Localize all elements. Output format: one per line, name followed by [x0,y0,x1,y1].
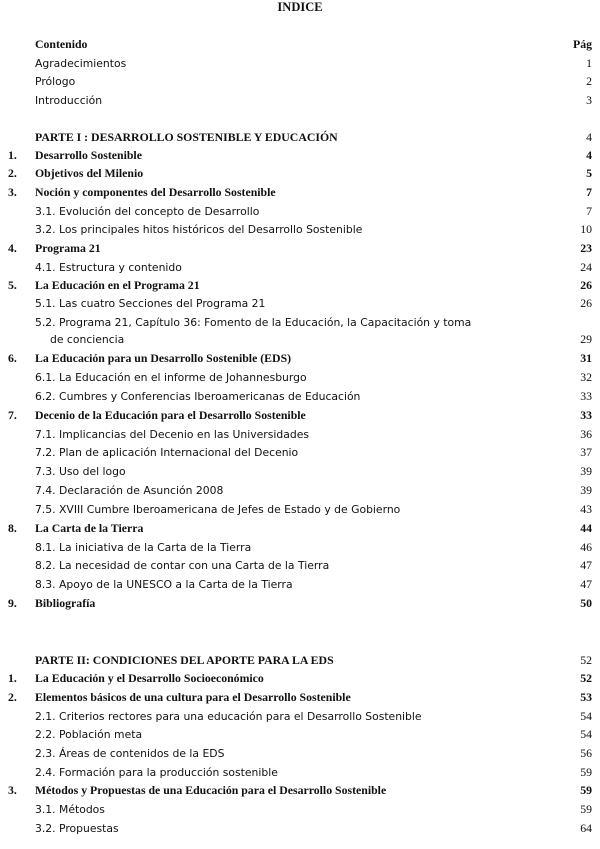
toc-entry-label: 5.2. Programa 21, Capítulo 36: Fomento de la Educación, la Capacitación y toma [35,316,472,329]
toc-entry-page: 32 [580,370,592,384]
toc-entry-page: 59 [580,802,592,816]
toc-entry-page: 46 [580,540,592,554]
toc-entry-label: PARTE I : DESARROLLO SOSTENIBLE Y EDUCACIÓN [35,130,338,144]
toc-entry-label: Decenio de la Educación para el Desarrollo Sostenible [35,408,306,422]
toc-entry [0,55,600,72]
toc-entry [0,689,600,706]
toc-entry-label: 2.3. Áreas de contenidos de la EDS [35,747,225,760]
toc-entry-label: 3.2. Propuestas [35,822,119,835]
toc-entry-page: 26 [580,296,592,310]
toc-entry [0,426,600,443]
toc-entry [0,463,600,480]
toc-entry-page: 54 [580,727,592,741]
toc-entry-label: La Educación y el Desarrollo Socioeconómico [35,671,264,685]
toc-entry-label: 2.2. Población meta [35,728,143,741]
toc-entry [0,708,600,725]
toc-entry-label: Introducción [35,94,103,107]
toc-entry-label: Bibliografía [35,596,96,610]
toc-entry-page: 10 [580,222,592,236]
toc-entry-page: 2 [586,74,592,88]
toc-entry-page: 33 [580,389,592,403]
toc-entry-page: 29 [580,332,592,346]
toc-entry-number: 4. [8,241,17,255]
toc-entry-page: 26 [580,278,592,292]
toc-entry [0,407,600,424]
toc-header [0,36,600,53]
toc-entry [0,314,600,331]
toc-entry-page: 37 [580,445,592,459]
toc-entry [0,820,600,837]
toc-entry-number: 9. [8,596,17,610]
toc-entry [0,670,600,687]
toc-entry-label: 2.1. Criterios rectores para una educación para el Desarrollo Sostenible [35,710,422,723]
toc-entry-label: 4.1. Estructura y contenido [35,261,182,274]
toc-entry [0,73,600,90]
toc-entry [0,539,600,556]
toc-entry-page: 59 [580,783,592,797]
toc-entry-label: 5.1. Las cuatro Secciones del Programa 21 [35,297,266,310]
toc-entry-number: 3. [8,783,17,797]
toc-entry-number: 8. [8,521,17,535]
toc-entry-page: 3 [586,93,592,107]
toc-entry-label: 7.2. Plan de aplicación Internacional del Decenio [35,446,299,459]
toc-entry-page: 52 [580,671,592,685]
toc-entry-page: 43 [580,502,592,516]
toc-entry [0,501,600,518]
toc-entry-label: 7.1. Implicancias del Decenio en las Universidades [35,428,309,441]
toc-entry-number: 1. [8,671,17,685]
toc-entry-page: 7 [586,185,592,199]
toc-entry [0,764,600,781]
toc-entry [0,331,600,348]
toc-entry-label: Desarrollo Sostenible [35,148,142,162]
toc-entry-page: 1 [586,56,592,70]
toc-entry-page: 56 [580,746,592,760]
toc-entry-label: 7.5. XVIII Cumbre Iberoamericana de Jefes de Estado y de Gobierno [35,503,401,516]
toc-entry-page: 7 [586,204,592,218]
toc-entry-label: 3.2. Los principales hitos históricos del Desarrollo Sostenible [35,223,363,236]
toc-entry-page: 47 [580,558,592,572]
toc-entry-page: 39 [580,483,592,497]
toc-entry-label: La Educación para un Desarrollo Sostenible (EDS) [35,351,292,365]
toc-entry [0,726,600,743]
toc-entry-number: 6. [8,351,17,365]
toc-entry-number: 2. [8,690,17,704]
toc-entry [0,745,600,762]
toc-entry-page: 52 [580,653,592,667]
toc-entry [0,350,600,367]
toc-entry [0,482,600,499]
toc-entry [0,221,600,238]
toc-entry-label: La Educación en el Programa 21 [35,278,200,292]
toc-entry-label: 8.1. La iniciativa de la Carta de la Tierra [35,541,252,554]
toc-entry [0,295,600,312]
toc-entry [0,165,600,182]
toc-entry-label: Agradecimientos [35,57,127,70]
toc-entry-page: 50 [580,596,592,610]
toc-entry-label: Objetivos del Milenio [35,166,144,180]
toc-entry-page: 31 [580,351,592,365]
toc-entry-label: Elementos básicos de una cultura para el Desarrollo Sostenible [35,690,351,704]
toc-entry [0,388,600,405]
toc-entry [0,652,600,669]
toc-entry-page: 23 [580,241,592,255]
toc-entry [0,259,600,276]
toc-entry [0,444,600,461]
toc-entry-page: 44 [580,521,592,535]
toc-entry-label: 2.4. Formación para la producción sostenible [35,766,278,779]
toc-entry-page: 59 [580,765,592,779]
toc-entry [0,520,600,537]
toc-entry-label: PARTE II: CONDICIONES DEL APORTE PARA LA EDS [35,653,334,667]
page-title: INDICE [277,0,323,14]
toc-entry-number: 5. [8,278,17,292]
toc-entry [0,277,600,294]
page-heading: Pág [572,37,592,51]
toc-entry [0,147,600,164]
toc-entry-label: 7.4. Declaración de Asunción 2008 [35,484,224,497]
toc-entry [0,92,600,109]
toc-entry-label: 3.1. Métodos [35,803,105,816]
toc-entry-label: 7.3. Uso del logo [35,465,126,478]
toc-entry [0,369,600,386]
toc-entry-label: La Carta de la Tierra [35,521,144,535]
toc-entry [0,782,600,799]
toc-entry-label: Prólogo [35,75,76,88]
toc-entry-label: 6.1. La Educación en el informe de Johannesburgo [35,371,307,384]
toc-entry-label: Programa 21 [35,241,101,255]
toc-entry-page: 5 [586,166,592,180]
contents-heading: Contenido [35,37,88,51]
toc-entry [0,129,600,146]
toc-entry-page: 39 [580,464,592,478]
toc-entry-page: 33 [580,408,592,422]
toc-entry-page: 53 [580,690,592,704]
toc-entry-label: 8.2. La necesidad de contar con una Carta de la Tierra [35,559,330,572]
toc-entry-page: 24 [580,260,592,274]
toc-entry [0,203,600,220]
toc-entry-label: 6.2. Cumbres y Conferencias Iberoamericanas de Educación [35,390,361,403]
toc-entry-page: 54 [580,709,592,723]
toc-entry [0,576,600,593]
toc-entry [0,557,600,574]
toc-entry [0,801,600,818]
toc-entry-number: 7. [8,408,17,422]
toc-entry [0,184,600,201]
toc-entry [0,595,600,612]
toc-entry-page: 4 [586,130,592,144]
toc-entry-label: 8.3. Apoyo de la UNESCO a la Carta de la Tierra [35,578,293,591]
toc-entry-page: 4 [586,148,592,162]
toc-entry-number: 1. [8,148,17,162]
toc-entry-page: 36 [580,427,592,441]
toc-entry-label: de conciencia [50,333,125,346]
toc-entry-page: 47 [580,577,592,591]
toc-entry-label: Noción y componentes del Desarrollo Sostenible [35,185,276,199]
toc-entry-label: Métodos y Propuestas de una Educación para el Desarrollo Sostenible [35,783,387,797]
toc-entry-page: 64 [580,821,592,835]
toc-entry-number: 2. [8,166,17,180]
toc-entry-number: 3. [8,185,17,199]
toc-entry-label: 3.1. Evolución del concepto de Desarrollo [35,205,260,218]
toc-entry [0,240,600,257]
